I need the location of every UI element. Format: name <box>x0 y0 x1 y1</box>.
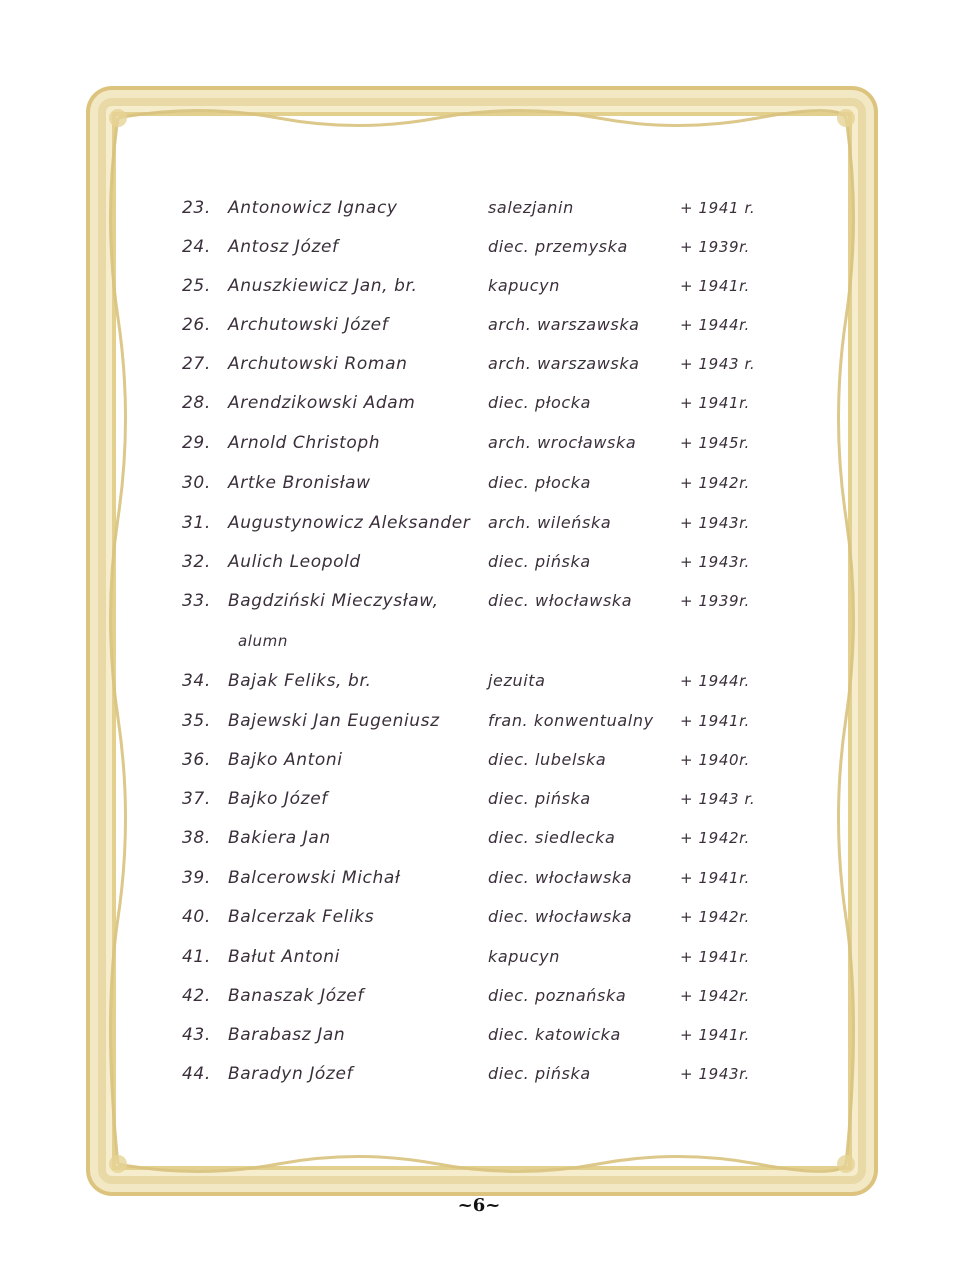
entry-number: 41. <box>182 947 211 967</box>
entry-name: Bajko Józef <box>228 789 328 809</box>
list-item <box>180 784 780 814</box>
entry-name: Balcerowski Michał <box>228 868 401 888</box>
entry-death-year: + 1939r. <box>680 238 750 256</box>
entry-name: Arnold Christoph <box>228 433 381 453</box>
entry-number: 35. <box>182 711 211 731</box>
entry-name: Bałut Antoni <box>228 947 340 967</box>
entry-number: 28. <box>182 393 211 413</box>
list-item <box>180 902 780 932</box>
entry-name: Arendzikowski Adam <box>228 393 416 413</box>
list-item <box>180 349 780 379</box>
entry-number: 23. <box>182 198 211 218</box>
list-item <box>180 428 780 458</box>
entry-affiliation: arch. wrocławska <box>488 433 637 452</box>
entry-name: Antosz Józef <box>228 237 339 257</box>
entry-affiliation: diec. przemyska <box>488 237 628 256</box>
entry-name: Bajewski Jan Eugeniusz <box>228 711 440 731</box>
list-item <box>180 547 780 577</box>
entry-name-continuation: alumn <box>238 632 288 650</box>
list-item <box>180 193 780 223</box>
entry-name: Barabasz Jan <box>228 1025 346 1045</box>
entry-number: 31. <box>182 513 211 533</box>
entry-number: 33. <box>182 591 211 611</box>
entry-number: 37. <box>182 789 211 809</box>
entry-affiliation: jezuita <box>488 671 546 690</box>
entry-name: Baradyn Józef <box>228 1064 354 1084</box>
entry-number: 24. <box>182 237 211 257</box>
entry-death-year: + 1944r. <box>680 316 750 334</box>
entry-death-year: + 1943 r. <box>680 355 756 373</box>
entry-number: 34. <box>182 671 211 691</box>
entry-name: Bajak Feliks, br. <box>228 671 372 691</box>
entry-death-year: + 1942r. <box>680 908 750 926</box>
entry-death-year: + 1943r. <box>680 514 750 532</box>
page-number: ~6~ <box>457 1195 501 1216</box>
list-item <box>180 981 780 1011</box>
entry-death-year: + 1942r. <box>680 987 750 1005</box>
entry-number: 43. <box>182 1025 211 1045</box>
entry-name: Banaszak Józef <box>228 986 364 1006</box>
entry-death-year: + 1941r. <box>680 948 750 966</box>
entry-death-year: + 1943 r. <box>680 790 756 808</box>
entry-affiliation: diec. pińska <box>488 1064 591 1083</box>
entry-name: Bajko Antoni <box>228 750 343 770</box>
entry-number: 39. <box>182 868 211 888</box>
entry-death-year: + 1943r. <box>680 553 750 571</box>
entry-death-year: + 1939r. <box>680 592 750 610</box>
entry-affiliation: diec. płocka <box>488 393 592 412</box>
entry-name: Aulich Leopold <box>228 552 361 572</box>
list-item <box>180 232 780 262</box>
entry-affiliation: diec. lubelska <box>488 750 607 769</box>
entry-affiliation: diec. siedlecka <box>488 828 616 847</box>
entry-name: Archutowski Józef <box>228 315 389 335</box>
entry-number: 44. <box>182 1064 211 1084</box>
entry-affiliation: diec. włocławska <box>488 591 633 610</box>
list-item <box>180 706 780 736</box>
list-item <box>180 388 780 418</box>
entry-affiliation: fran. konwentualny <box>488 711 654 730</box>
list-item <box>180 863 780 893</box>
entry-affiliation: diec. płocka <box>488 473 592 492</box>
entry-number: 30. <box>182 473 211 493</box>
entry-number: 32. <box>182 552 211 572</box>
entry-death-year: + 1941r. <box>680 712 750 730</box>
list-item <box>180 271 780 301</box>
entry-affiliation: arch. wileńska <box>488 513 612 532</box>
list-item <box>180 310 780 340</box>
entry-affiliation: diec. katowicka <box>488 1025 621 1044</box>
entry-affiliation: diec. poznańska <box>488 986 627 1005</box>
entry-affiliation: kapucyn <box>488 947 560 966</box>
entry-number: 38. <box>182 828 211 848</box>
entry-name: Bakiera Jan <box>228 828 331 848</box>
entry-death-year: + 1942r. <box>680 829 750 847</box>
entry-death-year: + 1941r. <box>680 277 750 295</box>
entry-affiliation: diec. pińska <box>488 789 591 808</box>
entry-death-year: + 1945r. <box>680 434 750 452</box>
list-item <box>180 942 780 972</box>
entry-death-year: + 1941r. <box>680 1026 750 1044</box>
entry-death-year: + 1941r. <box>680 394 750 412</box>
list-item <box>180 586 780 650</box>
list-item <box>180 823 780 853</box>
entry-death-year: + 1943r. <box>680 1065 750 1083</box>
entry-affiliation: arch. warszawska <box>488 315 640 334</box>
entry-name: Augustynowicz Aleksander <box>228 513 471 533</box>
entry-affiliation: kapucyn <box>488 276 560 295</box>
list-item <box>180 1020 780 1050</box>
entry-name: Antonowicz Ignacy <box>228 198 398 218</box>
entry-name: Anuszkiewicz Jan, br. <box>228 276 418 296</box>
entry-name: Artke Bronisław <box>228 473 371 493</box>
entry-death-year: + 1944r. <box>680 672 750 690</box>
entry-number: 26. <box>182 315 211 335</box>
entry-death-year: + 1942r. <box>680 474 750 492</box>
entry-number: 40. <box>182 907 211 927</box>
list-item <box>180 666 780 696</box>
entry-number: 27. <box>182 354 211 374</box>
entry-affiliation: diec. włocławska <box>488 868 633 887</box>
list-item <box>180 1059 780 1089</box>
list-item <box>180 468 780 498</box>
entry-death-year: + 1941 r. <box>680 199 756 217</box>
entry-name: Balcerzak Feliks <box>228 907 375 927</box>
entry-affiliation: diec. pińska <box>488 552 591 571</box>
list-item <box>180 508 780 538</box>
entry-name: Archutowski Roman <box>228 354 408 374</box>
entry-affiliation: arch. warszawska <box>488 354 640 373</box>
entry-name: Bagdziński Mieczysław, <box>228 591 439 611</box>
entry-number: 42. <box>182 986 211 1006</box>
list-item <box>180 745 780 775</box>
entry-number: 25. <box>182 276 211 296</box>
entry-number: 29. <box>182 433 211 453</box>
entry-death-year: + 1941r. <box>680 869 750 887</box>
entry-number: 36. <box>182 750 211 770</box>
entry-affiliation: salezjanin <box>488 198 574 217</box>
entry-affiliation: diec. włocławska <box>488 907 633 926</box>
entry-death-year: + 1940r. <box>680 751 750 769</box>
